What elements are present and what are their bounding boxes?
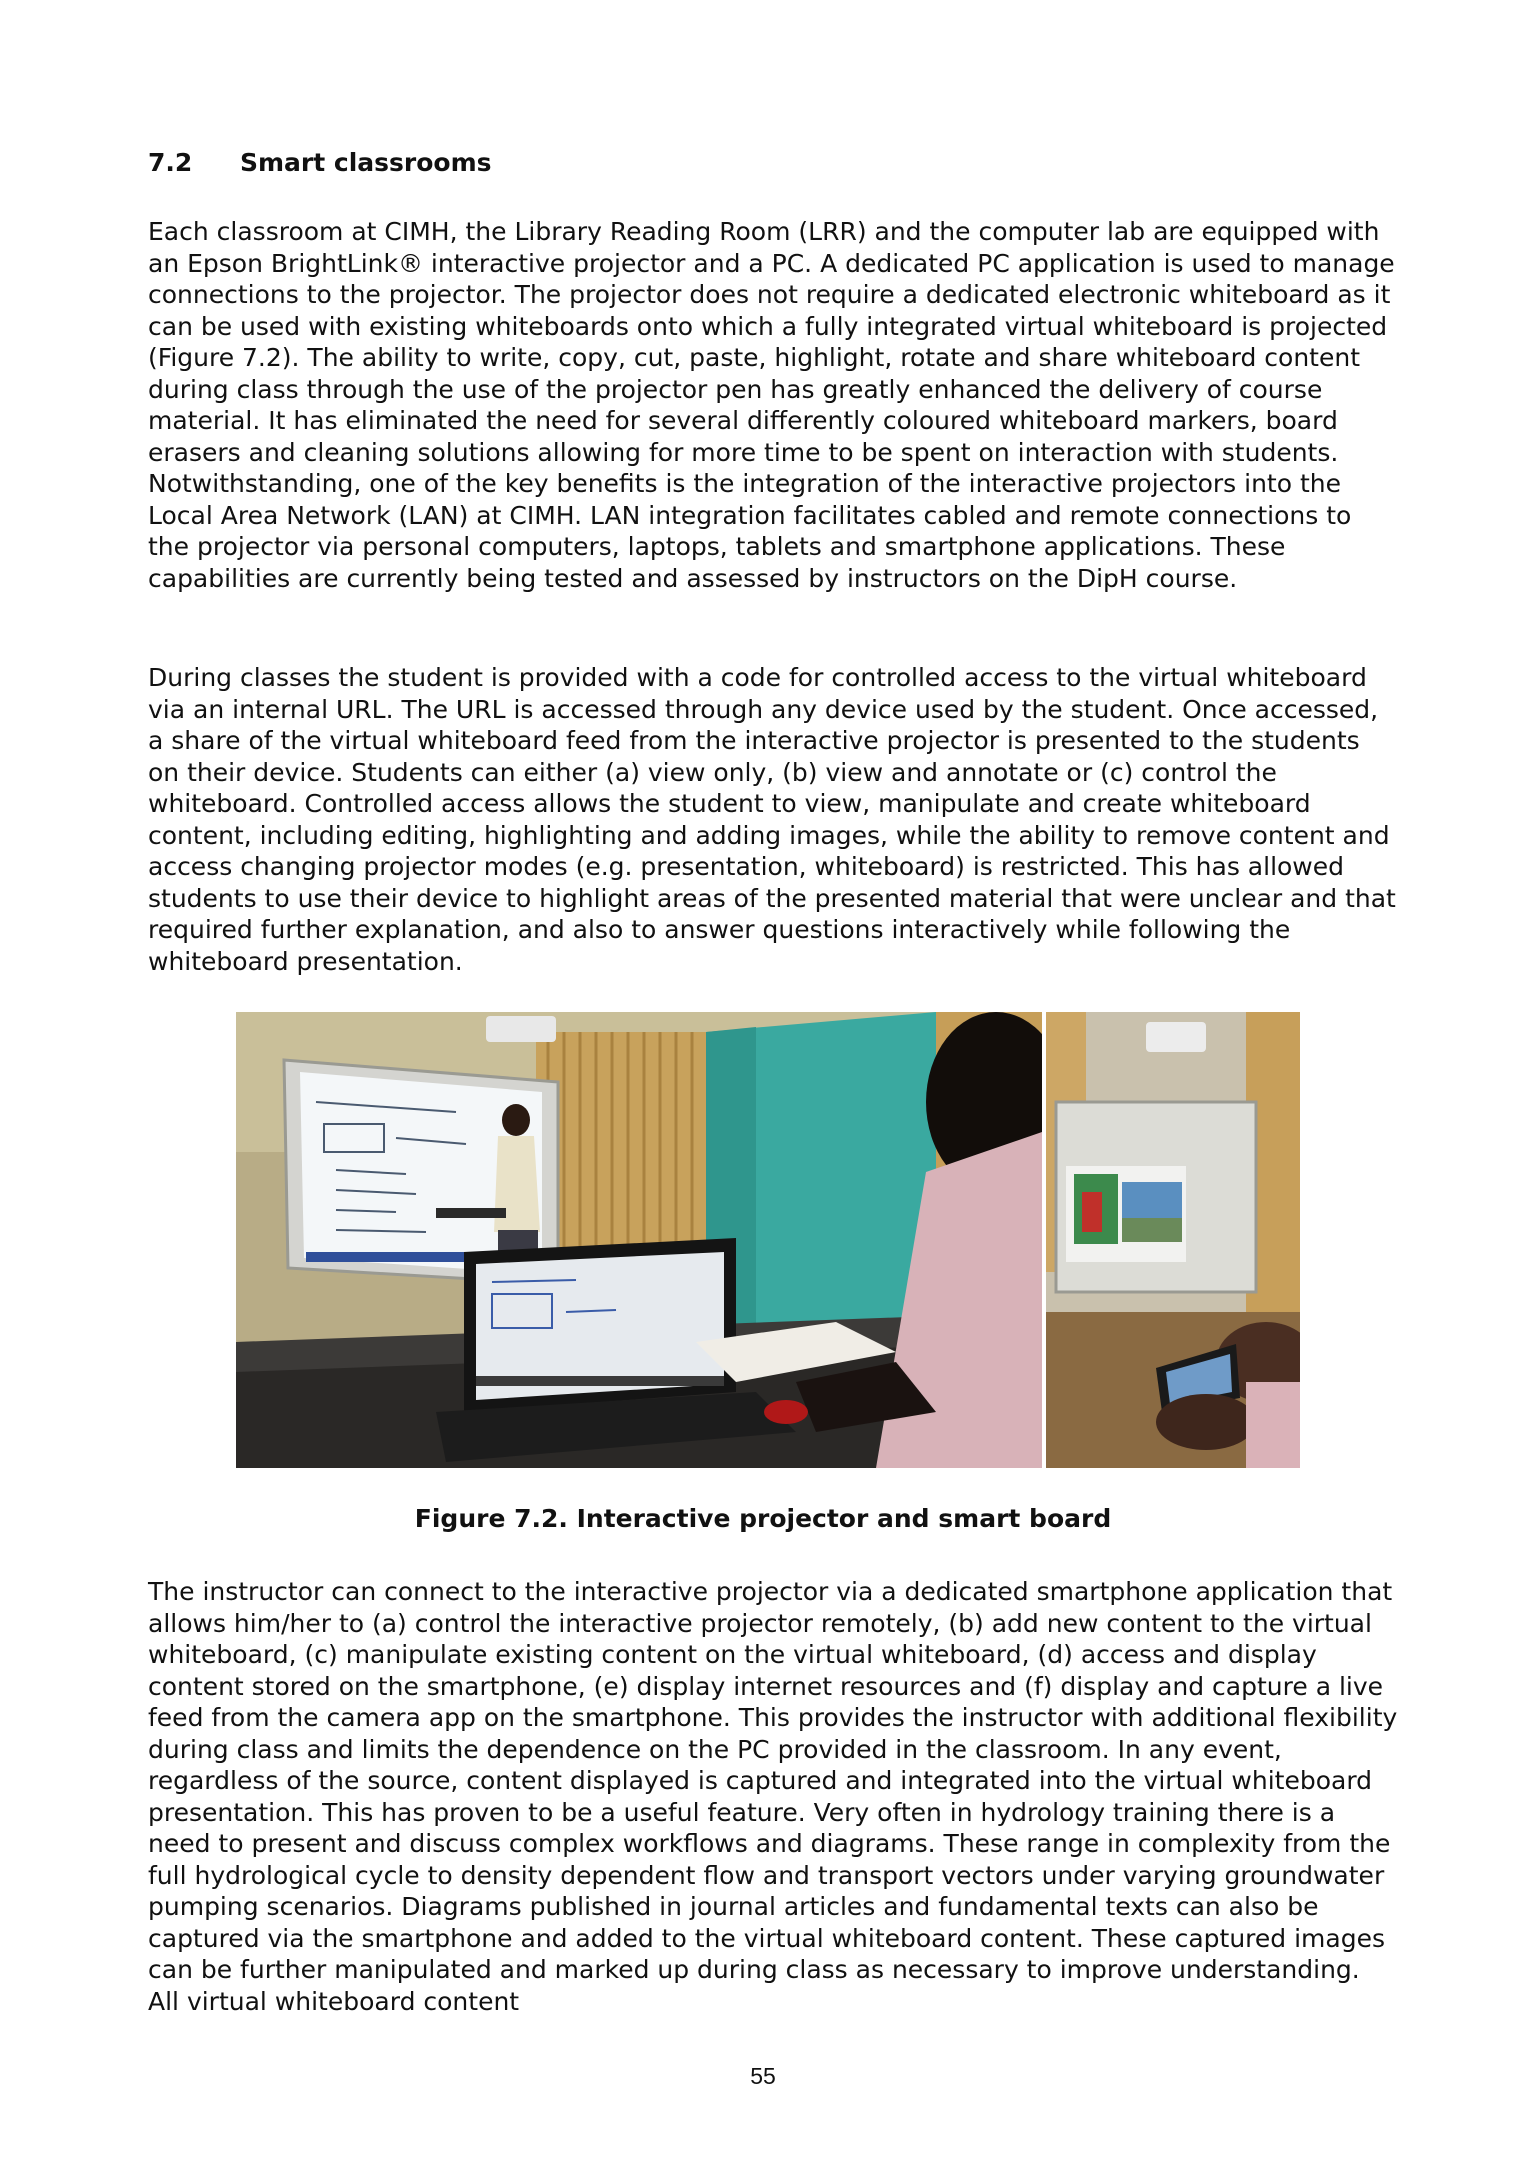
section-title: Smart classrooms bbox=[240, 148, 492, 177]
page-number: 55 bbox=[750, 2063, 776, 2089]
classroom-photo bbox=[236, 1012, 1042, 1468]
section-number: 7.2 bbox=[148, 148, 193, 177]
figure-7-2 bbox=[236, 1012, 1300, 1468]
paragraph-3: The instructor can connect to the interactive projector via a dedicated smartphone application that allows him/her to (a) control the interactive projector remotely, (b) add new content to the virtual whiteboard, (c) manipulate existing content on the virtual whiteboard, (d) access and display content stored on the smartphone, (e) display internet resources and (f) display and capture a live feed from the camera app on the smartphone. This provides the instructor with additional flexibility during class and limits the dependence on the PC provided in the classroom. In any event, regardless of the source, content displayed is captured and integrated into the virtual whiteboard presentation. This has proven to be a useful feature. Very often in hydrology training there is a need to present and discuss complex workflows and diagrams. These range in complexity from the full hydrological cycle to density dependent flow and transport vectors under varying groundwater pumping scenarios. Diagrams published in journal articles and fundamental texts can also be captured via the smartphone and added to the virtual whiteboard content. These captured images can be further manipulated and marked up during class as necessary to improve understanding. All virtual whiteboard content bbox=[148, 1577, 1398, 2016]
paragraph-1: Each classroom at CIMH, the Library Reading Room (LRR) and the computer lab are equipped with an Epson BrightLink® interactive projector and a PC. A dedicated PC application is used to manage connections to the projector. The projector does not require a dedicated electronic whiteboard as it can be used with existing whiteboards onto which a fully integrated virtual whiteboard is projected (Figure 7.2). The ability to write, copy, cut, paste, highlight, rotate and share whiteboard content during class through the use of the projector pen has greatly enhanced the delivery of course material. It has eliminated the need for several differently coloured whiteboard markers, board erasers and cleaning solutions allowing for more time to be spent on interaction with students. Notwithstanding, one of the key benefits is the integration of the interactive projectors into the Local Area Network (LAN) at CIMH. LAN integration facilitates cabled and remote connections to the projector via personal computers, laptops, tablets and smartphone applications. These capabilities are currently being tested and assessed by instructors on the DipH course. bbox=[148, 217, 1395, 593]
figure-caption: Figure 7.2. Interactive projector and smart board bbox=[414, 1504, 1112, 1533]
smartphone-photo bbox=[1046, 1012, 1300, 1468]
section-heading bbox=[148, 148, 492, 177]
paragraph-2: During classes the student is provided with a code for controlled access to the virtual whiteboard via an internal URL. The URL is accessed through any device used by the student. Once accessed, a share of the virtual whiteboard feed from the interactive projector is presented to the students on their device. Students can either (a) view only, (b) view and annotate or (c) control the whiteboard. Controlled access allows the student to view, manipulate and create whiteboard content, including editing, highlighting and adding images, while the ability to remove content and access changing projector modes (e.g. presentation, whiteboard) is restricted. This has allowed students to use their device to highlight areas of the presented material that were unclear and that required further explanation, and also to answer questions interactively while following the whiteboard presentation. bbox=[148, 663, 1396, 976]
